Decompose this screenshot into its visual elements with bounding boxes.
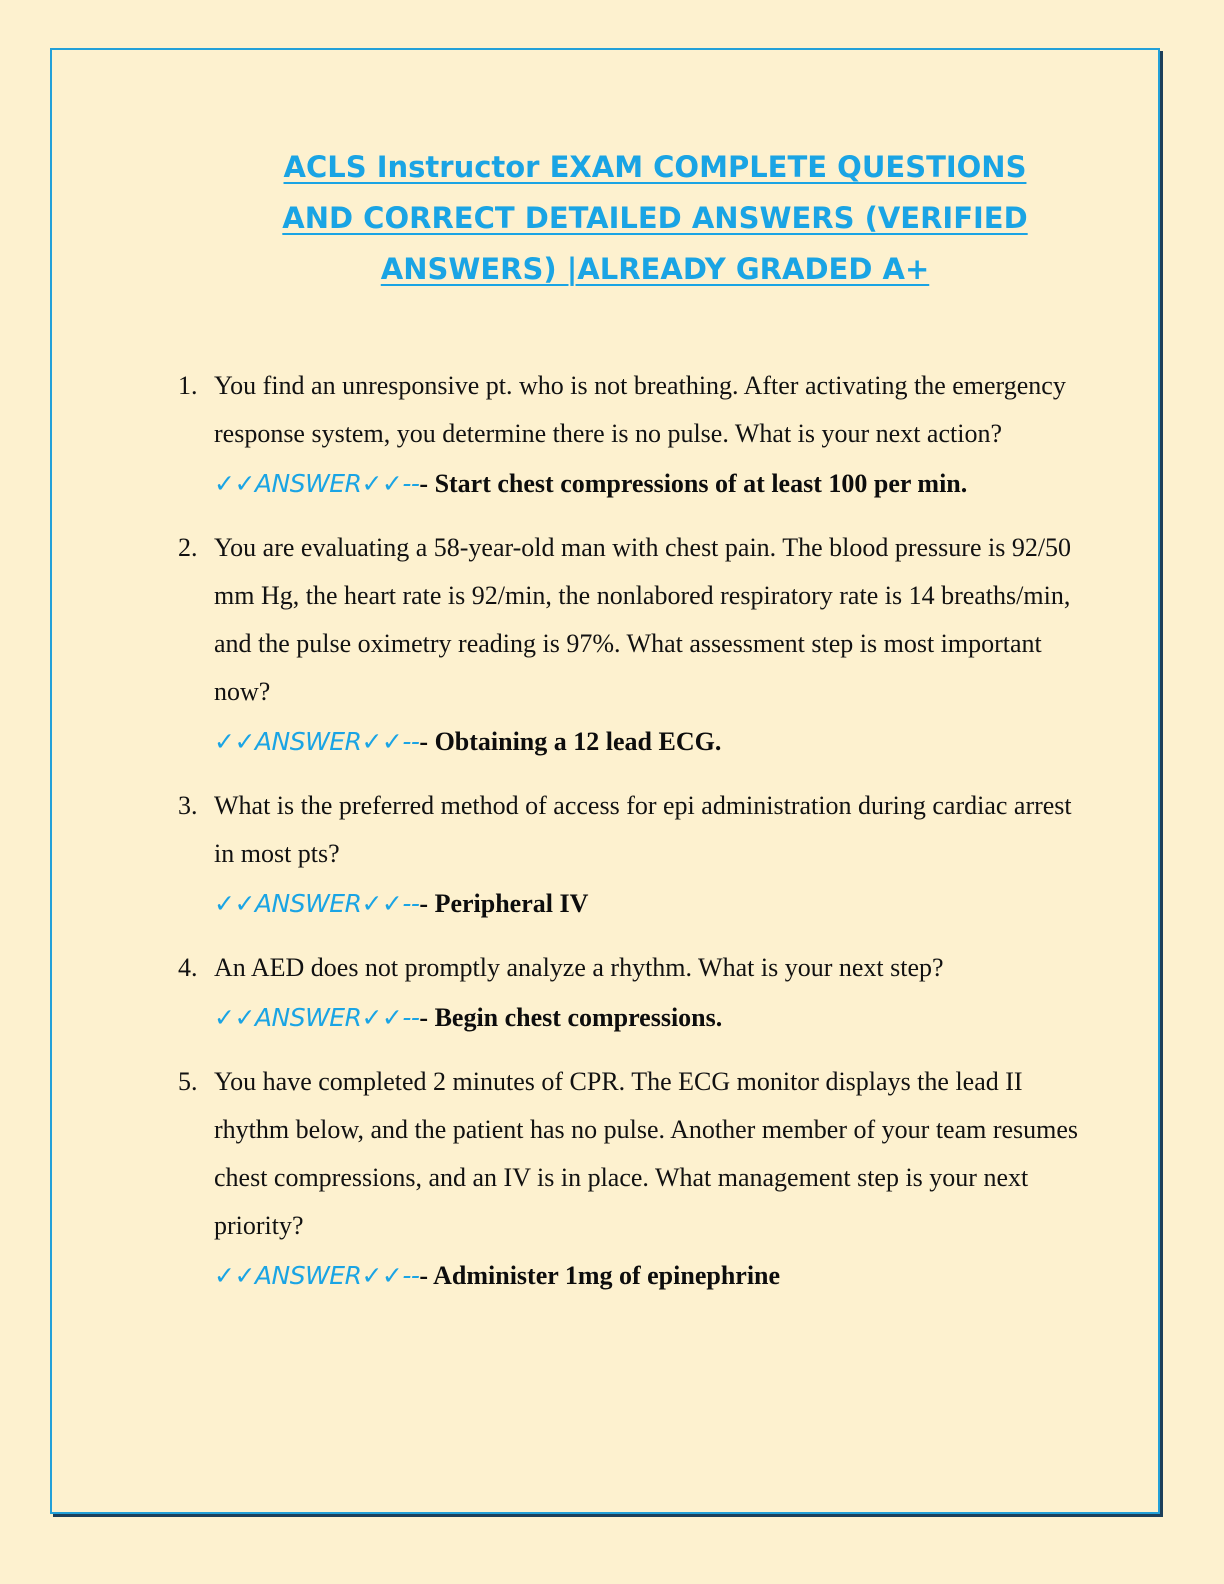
question-number: 3. — [178, 791, 198, 820]
title-line-1: ACLS Instructor EXAM COMPLETE QUESTIONS — [283, 150, 1027, 184]
answer-dash: - — [419, 1003, 435, 1032]
question-list — [178, 362, 1088, 1316]
answer-line — [214, 884, 1088, 924]
answer-label: ✓✓ANSWER✓✓-- — [214, 1003, 420, 1032]
answer-dash: - — [419, 889, 435, 918]
question-item — [178, 524, 1088, 762]
answer-line — [214, 464, 1088, 504]
answer-text: Peripheral IV — [434, 889, 589, 918]
title-line-3: ANSWERS) |ALREADY GRADED A+ — [380, 252, 930, 286]
answer-dash: - — [419, 1261, 434, 1290]
answer-line — [214, 722, 1088, 762]
question-number: 2. — [178, 533, 198, 562]
answer-text: Administer 1mg of epinephrine — [433, 1261, 781, 1290]
answer-dash: - — [419, 727, 435, 756]
question-item — [178, 362, 1088, 504]
question-text: You are evaluating a 58-year-old man with chest pain. The blood pressure is 92/50 mm Hg, the heart rate is 92/min, the nonlabored respiratory rate is 14 breaths/min, and the pulse oximetry reading is 97%. What assessment step is most important now? — [214, 533, 1072, 706]
answer-label: ✓✓ANSWER✓✓-- — [214, 469, 420, 498]
question-number: 5. — [178, 1067, 198, 1096]
answer-text: Start chest compressions of at least 100 per min. — [434, 469, 968, 498]
question-text: You have completed 2 minutes of CPR. The ECG monitor displays the lead II rhythm below, and the patient has no pulse. Another member of your team resumes chest compressions, and an IV is in place. What management step is your next priority? — [214, 1067, 1079, 1240]
question-item — [178, 944, 1088, 1038]
answer-dash: - — [419, 469, 435, 498]
answer-line — [214, 998, 1088, 1038]
answer-label: ✓✓ANSWER✓✓-- — [214, 889, 420, 918]
question-text: You find an unresponsive pt. who is not breathing. After activating the emergency response system, you determine there is no pulse. What is your next action? — [214, 371, 1066, 448]
question-text: An AED does not promptly analyze a rhythm. What is your next step? — [214, 953, 944, 982]
document-title — [150, 142, 1160, 295]
question-number: 1. — [178, 371, 198, 400]
question-text: What is the preferred method of access for epi administration during cardiac arrest in most pts? — [214, 791, 1072, 868]
answer-label: ✓✓ANSWER✓✓-- — [214, 727, 420, 756]
answer-line — [214, 1256, 1088, 1296]
title-line-2: AND CORRECT DETAILED ANSWERS (VERIFIED — [282, 201, 1028, 235]
answer-text: Begin chest compressions. — [434, 1003, 723, 1032]
question-item — [178, 1058, 1088, 1296]
answer-text: Obtaining a 12 lead ECG. — [434, 727, 722, 756]
answer-label: ✓✓ANSWER✓✓-- — [214, 1261, 420, 1290]
question-item — [178, 782, 1088, 924]
question-number: 4. — [178, 953, 198, 982]
